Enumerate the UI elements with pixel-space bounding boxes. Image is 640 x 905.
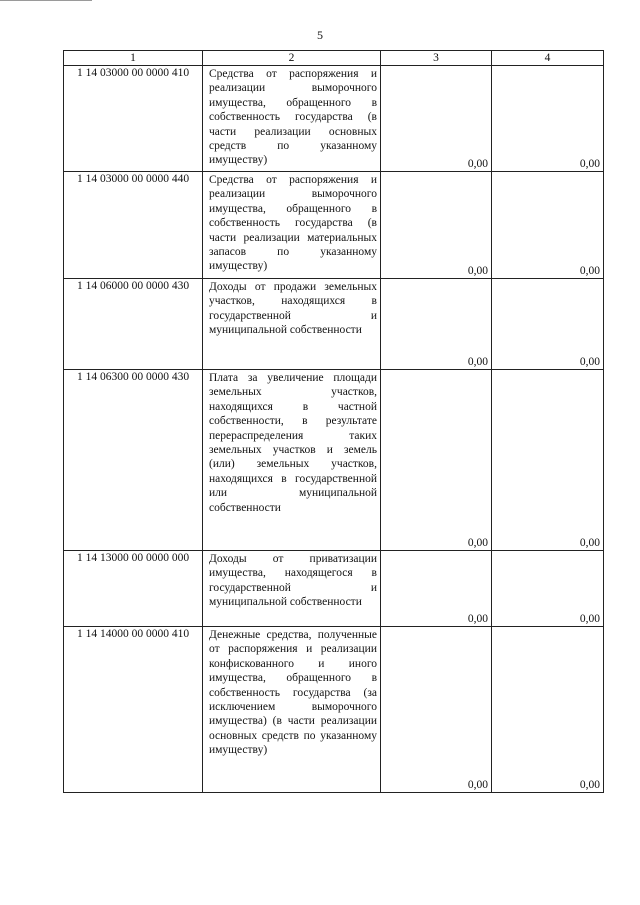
row-value-col3: 0,00 bbox=[381, 627, 492, 793]
row-code: 1 14 03000 00 0000 440 bbox=[64, 172, 203, 279]
row-value-col3: 0,00 bbox=[381, 172, 492, 279]
row-description: Денежные средства, полученные от распоряжения и реализации конфискованного и иного имущества, обращенного в собственность государства (за исключением выморочного имущества) (в части реализации основных средств по указанному имуществу) bbox=[203, 627, 381, 793]
table-row bbox=[64, 551, 604, 627]
row-value-col3: 0,00 bbox=[381, 279, 492, 370]
page-number: 5 bbox=[317, 28, 323, 42]
row-value-col3: 0,00 bbox=[381, 551, 492, 627]
row-value-col4: 0,00 bbox=[492, 279, 604, 370]
row-code: 1 14 03000 00 0000 410 bbox=[64, 66, 203, 172]
row-code: 1 14 06000 00 0000 430 bbox=[64, 279, 203, 370]
column-header-3: 3 bbox=[381, 51, 492, 66]
row-value-col3: 0,00 bbox=[381, 370, 492, 551]
column-header-2: 2 bbox=[203, 51, 381, 66]
table-header-row bbox=[64, 51, 604, 66]
row-description: Средства от распоряжения и реализации выморочного имущества, обращенного в собственность государства (в части реализации материальных запасов по указанному имуществу) bbox=[203, 172, 381, 279]
table-row bbox=[64, 279, 604, 370]
column-header-1: 1 bbox=[64, 51, 203, 66]
row-description: Доходы от продажи земельных участков, находящихся в государственной и муниципальной собственности bbox=[203, 279, 381, 370]
row-value-col4: 0,00 bbox=[492, 370, 604, 551]
row-value-col4: 0,00 bbox=[492, 172, 604, 279]
table-row bbox=[64, 172, 604, 279]
column-header-4: 4 bbox=[492, 51, 604, 66]
row-description: Плата за увеличение площади земельных участков, находящихся в частной собственности, в результате перераспределения таких земельных участков и земель (или) земельных участков, находящихся в государственной или муниципальной собственности bbox=[203, 370, 381, 551]
table-row bbox=[64, 66, 604, 172]
table-row bbox=[64, 627, 604, 793]
row-code: 1 14 13000 00 0000 000 bbox=[64, 551, 203, 627]
row-code: 1 14 06300 00 0000 430 bbox=[64, 370, 203, 551]
revenue-table bbox=[63, 50, 604, 793]
row-value-col4: 0,00 bbox=[492, 66, 604, 172]
row-value-col4: 0,00 bbox=[492, 551, 604, 627]
row-value-col4: 0,00 bbox=[492, 627, 604, 793]
row-value-col3: 0,00 bbox=[381, 66, 492, 172]
row-description: Доходы от приватизации имущества, находящегося в государственной и муниципальной собственности bbox=[203, 551, 381, 627]
scan-edge-line bbox=[0, 0, 92, 1]
table-row bbox=[64, 370, 604, 551]
row-description: Средства от распоряжения и реализации выморочного имущества, обращенного в собственность государства (в части реализации основных средств по указанному имуществу) bbox=[203, 66, 381, 172]
row-code: 1 14 14000 00 0000 410 bbox=[64, 627, 203, 793]
